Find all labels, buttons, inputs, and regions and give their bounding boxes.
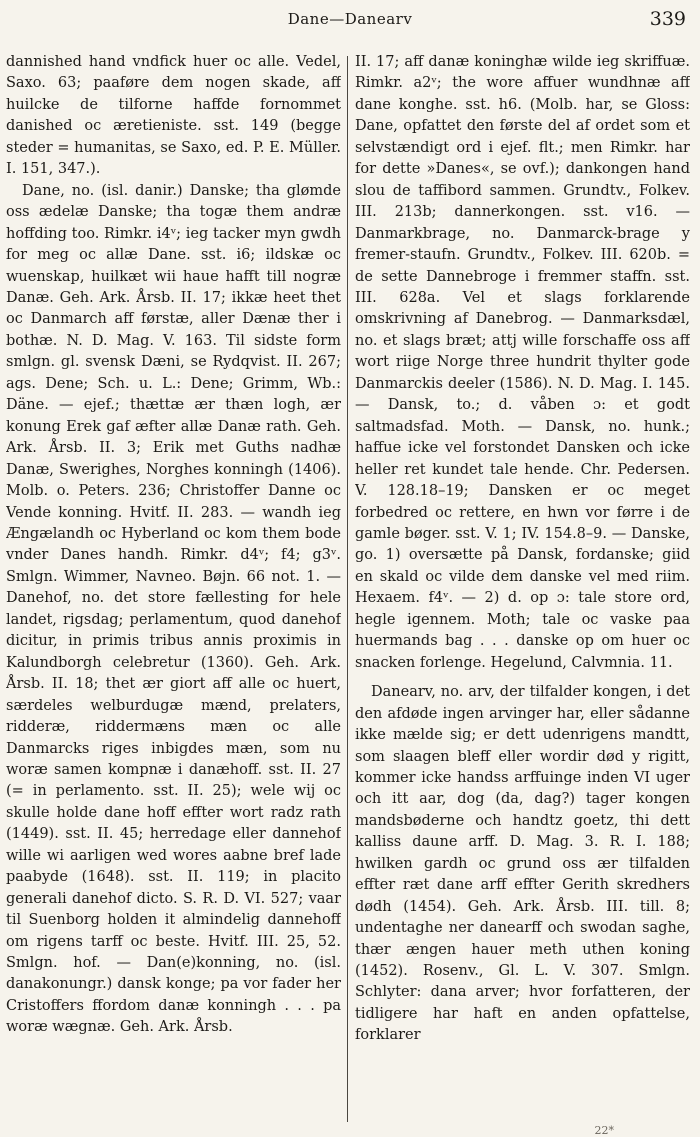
column-rule (347, 56, 348, 1122)
paragraph-dane-continued: II. 17; aff danæ koninghæ wilde ieg skriffuæ. Rimkr. a2ᵛ; the wore affuer wundhnæ aff dane konghe. sst. h6. (Molb. har, se Gloss: Dane, opfattet den første del af ordet som et selvstændigt ord i ejef. flt.; men Rimkr. har for dette »Danes«, se ovf.); dankongen hand slou de taffibord sammen. Grundtv., Folkev. III. 213b; dannerkongen. sst. v16. — Danmarkbrage, no. Danmarck-brage y fremer-staufn. Grundtv., Folkev. III. 620b. = de sette Dannebroge i fremmer staffn. sst. III. 628a. Vel et slags forklarende omskrivning af Danebrog. — Danmarksdæl, no. et slags bræt; attj wille forschaffe oss aff wort riige Norge three hundrit thylter gode Danmarckis deeler (1586). N. D. Mag. I. 145. — Dansk, to.; d. våben ɔ: et godt saltmadsfad. Moth. — Dansk, no. hunk.; haffue icke vel forstondet Dansken och icke heller ret kundet tale hende. Chr. Pedersen. V. 128.18–19; Dansken er oc meget forbedred oc rettere, en hwn vor førre i de gamle bøger. sst. V. 1; IV. 154.8–9. — Danske, go. 1) oversætte på Dansk, fordanske; giid en skald oc vilde dem danske vel med riim. Hexaem. f4ᵛ. — 2) d. op ɔ: tale store ord, hegle igennem. Moth; tale oc vaske paa huermands bag . . . danske op om huer oc snacken forlenge. Hegelund, Calvmnia. 11. (355, 54, 690, 671)
signature-mark: 22* (594, 1124, 614, 1137)
right-column (355, 52, 690, 1124)
paragraph-continuation: dannished hand vndfick huer oc alle. Vedel, Saxo. 63; paaføre dem nogen skade, aff huilcke de tilforne haffde fornommet danished oc æretieniste. sst. 149 (begge steder = humanitas, se Saxo, ed. P. E. Müller. I. 151, 347.). (6, 54, 341, 178)
paragraph-danearv: Danearv, no. arv, der tilfalder kongen, i det den afdøde ingen arvinger har, eller sådanne ikke mælde sig; er dett udenrigens mandtt, som slaagen bleff eller wordir død y rigitt, kommer icke handss arffuinge inden VI uger och itt aar, dog (da, dag?) tager kongen mandsbøderne och handtz goetz, thi dett kalliss daune arff. D. Mag. 3. R. I. 188; hwilken gardh oc grund oss ær tilfalden effter ræt dane arff effter Gerith skredhers dødh (1454). Geh. Ark. Årsb. III. till. 8; undentaghe ner danearff och swodan saghe, thær ængen hauer meth uthen koning (1452). Rosenv., Gl. L. V. 307. Smlgn. Schlyter: dana arver; hvor forfatteren, der tidligere har haft en anden opfattelse, forklarer (355, 684, 690, 1044)
page-number: 339 (649, 8, 686, 30)
running-head: Dane—Danearv (287, 10, 413, 28)
paragraph-dane: Dane, no. (isl. danir.) Danske; tha glømde oss ædelæ Danske; tha togæ them andræ hoffding too. Rimkr. i4ᵛ; ieg tacker myn gwdh for meg oc allæ Dane. sst. i6; ildskæ oc wuenskap, huilkæt wii haue hafft till nogræ Danæ. Geh. Ark. Årsb. II. 17; ikkæ heet thet oc Danmarch aff førstæ, aller Dænæ ther i bothæ. N. D. Mag. V. 163. Til sidste form smlgn. gl. svensk Dæni, se Rydqvist. II. 267; ags. Dene; Sch. u. L.: Dene; Grimm, Wb.: Däne. — ejef.; thættæ ær thæn logh, ær konung Erek gaf æfter allæ Danæ rath. Geh. Ark. Årsb. II. 3; Erik met Guths nadhæ Danæ, Swerighes, Norghes konningh (1406). Molb. o. Peters. 236; Christoffer Danne oc Vende konning. Hvitf. II. 283. — wandh ieg Ængælandh oc Hyberland oc kom them bode vnder Danes handh. Rimkr. d4ᵛ; f4; g3ᵛ. Smlgn. Wimmer, Navneo. Bøjn. 66 not. 1. — Danehof, no. det store fællesting for hele landet, rigsdag; perlamentum, quod danehof dicitur, in primis tribus annis proximis in Kalundborgh celebretur (1360). Geh. Ark. Årsb. II. 18; thet ær giort aff alle oc huert, særdeles welburdugæ mænd, prelaters, ridderæ, riddermæns mæn oc alle Danmarcks riges inbigdes mæn, som nu woræ samen kompnæ i danæhoff. sst. II. 27 (= in perlamento. sst. II. 25); wele wij oc skulle holde dane hoff effter wort radz rath (1449). sst. II. 45; herredage eller dannehof wille wi aarligen wed wores aabne bref lade paabyde (1648). sst. II. 119; in placito generali danehof dicto. S. R. D. VI. 527; vaar til Suenborg holden it almindelig dannehoff om rigens tarff oc beste. Hvitf. III. 25, 52. Smlgn. hof. — Dan(e)konning, no. (isl. danakonungr.) dansk konge; pa vor fader her Cristoffers ffordom danæ konningh . . . pa woræ wægnæ. Geh. Ark. Årsb. (6, 182, 341, 1036)
left-column (6, 52, 341, 1124)
page-header (0, 0, 700, 46)
text-columns (6, 52, 694, 1124)
